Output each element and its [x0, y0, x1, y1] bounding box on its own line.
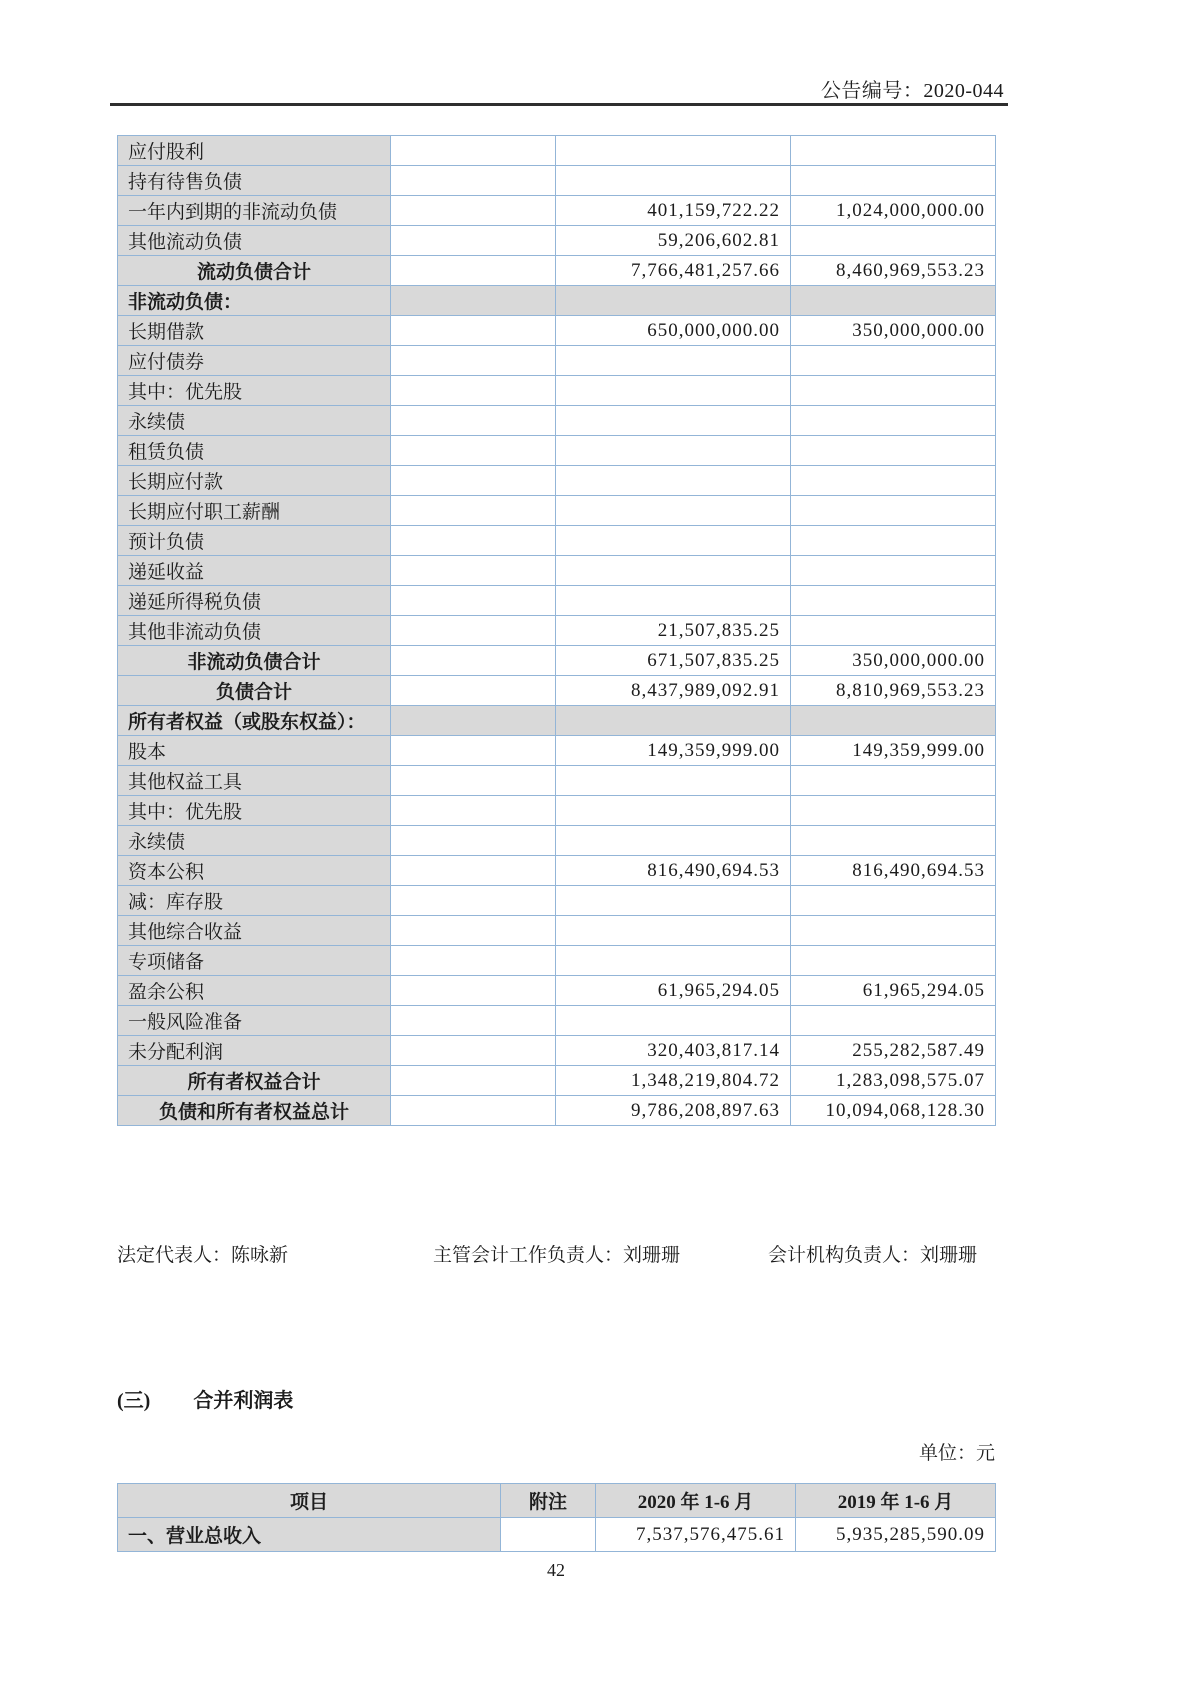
note-cell — [391, 1066, 556, 1096]
row-label-cell: 其中：优先股 — [118, 376, 391, 406]
value-current-cell — [556, 946, 791, 976]
value-current-cell — [556, 346, 791, 376]
table-row — [118, 646, 996, 676]
value-prior-cell — [791, 796, 996, 826]
row-label-cell: 永续债 — [118, 826, 391, 856]
row-label-cell: 专项储备 — [118, 946, 391, 976]
note-cell — [391, 226, 556, 256]
value-prior-cell: 816,490,694.53 — [791, 856, 996, 886]
row-label-cell: 资本公积 — [118, 856, 391, 886]
value-prior-cell: 8,810,969,553.23 — [791, 676, 996, 706]
row-label-cell: 其他非流动负债 — [118, 616, 391, 646]
note-cell — [391, 436, 556, 466]
note-cell — [391, 706, 556, 736]
table-row — [118, 316, 996, 346]
table-row — [118, 1036, 996, 1066]
row-label-cell: 持有待售负债 — [118, 166, 391, 196]
note-cell — [391, 646, 556, 676]
note-cell — [391, 856, 556, 886]
value-prior-cell — [791, 526, 996, 556]
note-cell — [391, 1036, 556, 1066]
row-label-cell: 其他综合收益 — [118, 916, 391, 946]
note-cell — [391, 1096, 556, 1126]
row-label-cell: 其中：优先股 — [118, 796, 391, 826]
row-label-cell: 其他流动负债 — [118, 226, 391, 256]
value-prior-cell — [791, 226, 996, 256]
table-row — [118, 1006, 996, 1036]
value-current-cell — [556, 166, 791, 196]
row-label-cell: 一年内到期的非流动负债 — [118, 196, 391, 226]
value-prior-cell: 255,282,587.49 — [791, 1036, 996, 1066]
column-header-2019: 2019 年 1-6 月 — [796, 1484, 996, 1518]
note-cell — [391, 616, 556, 646]
section-heading — [117, 1384, 293, 1413]
table-row — [118, 736, 996, 766]
note-cell — [391, 166, 556, 196]
value-current-cell: 8,437,989,092.91 — [556, 676, 791, 706]
accounting-department-head: 会计机构负责人：刘珊珊 — [768, 1245, 978, 1266]
table-row — [118, 496, 996, 526]
value-prior-cell — [791, 706, 996, 736]
row-label-cell: 减：库存股 — [118, 886, 391, 916]
value-prior-cell — [791, 406, 996, 436]
table-row — [118, 136, 996, 166]
note-cell — [391, 376, 556, 406]
balance-sheet-table — [117, 135, 996, 1126]
table-row — [118, 166, 996, 196]
value-current-cell — [556, 1006, 791, 1036]
note-cell — [391, 1006, 556, 1036]
value-prior-cell — [791, 616, 996, 646]
table-row — [118, 886, 996, 916]
value-prior-cell — [791, 826, 996, 856]
row-label-cell: 应付债券 — [118, 346, 391, 376]
value-2019-cell: 5,935,285,590.09 — [796, 1518, 996, 1552]
value-current-cell: 7,766,481,257.66 — [556, 256, 791, 286]
value-prior-cell — [791, 1006, 996, 1036]
value-current-cell — [556, 466, 791, 496]
value-prior-cell — [791, 586, 996, 616]
value-current-cell — [556, 886, 791, 916]
value-prior-cell: 10,094,068,128.30 — [791, 1096, 996, 1126]
value-prior-cell — [791, 346, 996, 376]
column-header-2020: 2020 年 1-6 月 — [596, 1484, 796, 1518]
value-current-cell — [556, 136, 791, 166]
note-cell — [391, 766, 556, 796]
table-row — [118, 586, 996, 616]
value-prior-cell — [791, 466, 996, 496]
value-current-cell — [556, 586, 791, 616]
note-cell — [501, 1518, 596, 1552]
value-current-cell: 320,403,817.14 — [556, 1036, 791, 1066]
value-current-cell: 149,359,999.00 — [556, 736, 791, 766]
table-row — [118, 406, 996, 436]
note-cell — [391, 346, 556, 376]
row-label-cell: 未分配利润 — [118, 1036, 391, 1066]
row-label-cell: 所有者权益（或股东权益）： — [118, 706, 391, 736]
header-rule — [110, 103, 1008, 106]
value-prior-cell — [791, 766, 996, 796]
note-cell — [391, 196, 556, 226]
column-header-item: 项目 — [118, 1484, 501, 1518]
value-prior-cell: 350,000,000.00 — [791, 316, 996, 346]
row-label-cell: 预计负债 — [118, 526, 391, 556]
note-cell — [391, 916, 556, 946]
row-label-cell: 应付股利 — [118, 136, 391, 166]
value-current-cell — [556, 796, 791, 826]
table-row — [118, 376, 996, 406]
row-label-cell: 盈余公积 — [118, 976, 391, 1006]
row-label-cell: 负债和所有者权益总计 — [118, 1096, 391, 1126]
table-row — [118, 706, 996, 736]
section-title: 合并利润表 — [193, 1390, 294, 1412]
table-row — [118, 676, 996, 706]
row-label-cell: 股本 — [118, 736, 391, 766]
value-prior-cell — [791, 376, 996, 406]
row-label-cell: 租赁负债 — [118, 436, 391, 466]
value-prior-cell: 350,000,000.00 — [791, 646, 996, 676]
value-prior-cell: 8,460,969,553.23 — [791, 256, 996, 286]
note-cell — [391, 586, 556, 616]
note-cell — [391, 526, 556, 556]
row-label-cell: 流动负债合计 — [118, 256, 391, 286]
row-label-cell: 一般风险准备 — [118, 1006, 391, 1036]
value-prior-cell — [791, 166, 996, 196]
column-header-note: 附注 — [501, 1484, 596, 1518]
value-current-cell — [556, 766, 791, 796]
value-current-cell: 671,507,835.25 — [556, 646, 791, 676]
value-prior-cell — [791, 436, 996, 466]
table-row — [118, 796, 996, 826]
row-label-cell: 长期应付职工薪酬 — [118, 496, 391, 526]
chief-accounting-officer: 主管会计工作负责人：刘珊珊 — [433, 1245, 681, 1266]
note-cell — [391, 406, 556, 436]
note-cell — [391, 976, 556, 1006]
value-current-cell — [556, 496, 791, 526]
value-current-cell — [556, 406, 791, 436]
table-row — [118, 616, 996, 646]
value-current-cell — [556, 286, 791, 316]
table-row — [118, 826, 996, 856]
value-prior-cell — [791, 496, 996, 526]
value-prior-cell: 1,283,098,575.07 — [791, 1066, 996, 1096]
note-cell — [391, 736, 556, 766]
row-label-cell: 所有者权益合计 — [118, 1066, 391, 1096]
note-cell — [391, 676, 556, 706]
value-current-cell — [556, 436, 791, 466]
table-row — [118, 466, 996, 496]
value-prior-cell: 149,359,999.00 — [791, 736, 996, 766]
value-current-cell: 816,490,694.53 — [556, 856, 791, 886]
note-cell — [391, 556, 556, 586]
note-cell — [391, 256, 556, 286]
row-label-cell: 非流动负债： — [118, 286, 391, 316]
row-label-cell: 负债合计 — [118, 676, 391, 706]
unit-label: 单位：元 — [918, 1443, 995, 1464]
value-current-cell — [556, 916, 791, 946]
value-current-cell: 1,348,219,804.72 — [556, 1066, 791, 1096]
table-row — [118, 1096, 996, 1126]
value-prior-cell — [791, 136, 996, 166]
row-label-cell: 递延收益 — [118, 556, 391, 586]
value-prior-cell: 61,965,294.05 — [791, 976, 996, 1006]
value-current-cell — [556, 526, 791, 556]
value-prior-cell — [791, 286, 996, 316]
note-cell — [391, 886, 556, 916]
section-index: (三) — [117, 1390, 151, 1412]
value-prior-cell — [791, 946, 996, 976]
signature-line — [0, 1240, 1200, 1266]
value-current-cell: 59,206,602.81 — [556, 226, 791, 256]
table-row — [118, 196, 996, 226]
doc-number: 公告编号：2020-044 — [820, 80, 1004, 102]
value-current-cell: 9,786,208,897.63 — [556, 1096, 791, 1126]
table-row — [118, 1518, 996, 1552]
row-label-cell: 非流动负债合计 — [118, 646, 391, 676]
page-number: 42 — [547, 1560, 565, 1580]
value-current-cell — [556, 826, 791, 856]
value-current-cell — [556, 556, 791, 586]
table-row — [118, 346, 996, 376]
value-prior-cell — [791, 886, 996, 916]
table-row — [118, 946, 996, 976]
row-label-cell: 长期借款 — [118, 316, 391, 346]
value-current-cell: 61,965,294.05 — [556, 976, 791, 1006]
row-label-cell: 永续债 — [118, 406, 391, 436]
table-row — [118, 976, 996, 1006]
table-row — [118, 226, 996, 256]
table-row — [118, 526, 996, 556]
note-cell — [391, 796, 556, 826]
table-row — [118, 436, 996, 466]
value-current-cell: 401,159,722.22 — [556, 196, 791, 226]
row-label-cell: 一、营业总收入 — [118, 1518, 501, 1552]
table-row — [118, 1066, 996, 1096]
note-cell — [391, 136, 556, 166]
table-row — [118, 856, 996, 886]
note-cell — [391, 286, 556, 316]
row-label-cell: 递延所得税负债 — [118, 586, 391, 616]
note-cell — [391, 466, 556, 496]
note-cell — [391, 496, 556, 526]
note-cell — [391, 826, 556, 856]
value-prior-cell: 1,024,000,000.00 — [791, 196, 996, 226]
row-label-cell: 其他权益工具 — [118, 766, 391, 796]
value-current-cell — [556, 706, 791, 736]
value-current-cell: 21,507,835.25 — [556, 616, 791, 646]
table-row — [118, 286, 996, 316]
note-cell — [391, 316, 556, 346]
value-current-cell: 650,000,000.00 — [556, 316, 791, 346]
income-statement-table — [117, 1483, 996, 1552]
table-row — [118, 256, 996, 286]
value-2020-cell: 7,537,576,475.61 — [596, 1518, 796, 1552]
table-row — [118, 766, 996, 796]
value-current-cell — [556, 376, 791, 406]
row-label-cell: 长期应付款 — [118, 466, 391, 496]
value-prior-cell — [791, 556, 996, 586]
value-prior-cell — [791, 916, 996, 946]
table-row — [118, 916, 996, 946]
income-header-row — [118, 1484, 996, 1518]
legal-representative: 法定代表人：陈咏新 — [117, 1245, 289, 1266]
note-cell — [391, 946, 556, 976]
table-row — [118, 556, 996, 586]
